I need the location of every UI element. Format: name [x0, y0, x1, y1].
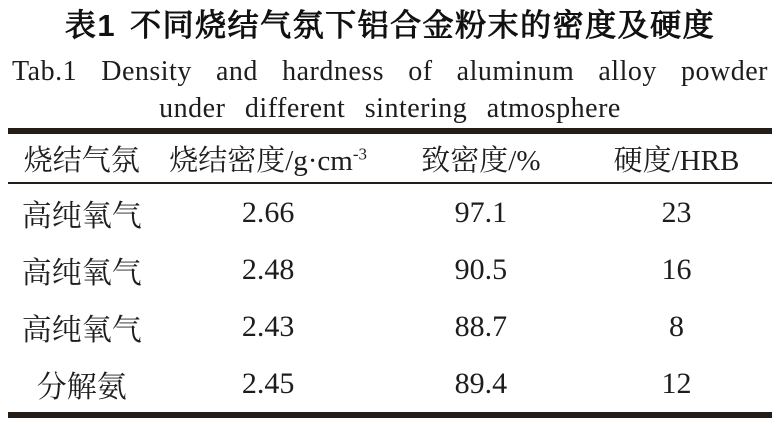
cell-hardness: 12 [661, 366, 692, 400]
column-header-sintered-density [155, 131, 380, 183]
table-caption-en-line2: under different sintering atmosphere [159, 93, 621, 124]
column-header-label: 致密度/% [421, 144, 541, 177]
cell-hardness: 8 [668, 309, 684, 343]
table-row [8, 241, 772, 298]
table-caption-zh [0, 0, 780, 52]
column-header-label: 烧结密度/g·cm [169, 144, 353, 177]
column-header-atmosphere [8, 131, 155, 183]
column-header-label: 烧结气氛 [23, 144, 140, 177]
cell-atmosphere: 高纯氧气 [21, 256, 142, 290]
cell-sintered-density: 2.66 [241, 195, 295, 229]
data-table [8, 128, 772, 418]
cell-sintered-density: 2.43 [241, 309, 295, 343]
table-row [8, 183, 772, 241]
table-caption-en-line1: Tab.1 Density and hardness of aluminum alloy powder [12, 56, 768, 87]
table-caption-zh-text: 不同烧结气氛下铝合金粉末的密度及硬度 [130, 8, 716, 43]
cell-sintered-density: 2.45 [241, 366, 295, 400]
column-header-densification [381, 131, 581, 183]
cell-densification: 89.4 [454, 366, 508, 400]
column-header-unit-sup: -3 [352, 143, 368, 163]
column-header-label: 硬度/HRB [613, 144, 740, 177]
table-row [8, 355, 772, 415]
cell-sintered-density: 2.48 [241, 252, 295, 286]
table-row [8, 298, 772, 355]
header-row [8, 131, 772, 183]
cell-atmosphere: 分解氨 [36, 370, 127, 404]
cell-atmosphere: 高纯氧气 [21, 199, 142, 233]
table-number-zh: 表1 [64, 8, 117, 43]
column-header-hardness [581, 131, 772, 183]
cell-hardness: 23 [661, 195, 692, 229]
cell-atmosphere: 高纯氧气 [21, 313, 142, 347]
cell-densification: 88.7 [454, 309, 508, 343]
cell-hardness: 16 [661, 252, 692, 286]
cell-densification: 97.1 [454, 195, 508, 229]
cell-densification: 90.5 [454, 252, 508, 286]
